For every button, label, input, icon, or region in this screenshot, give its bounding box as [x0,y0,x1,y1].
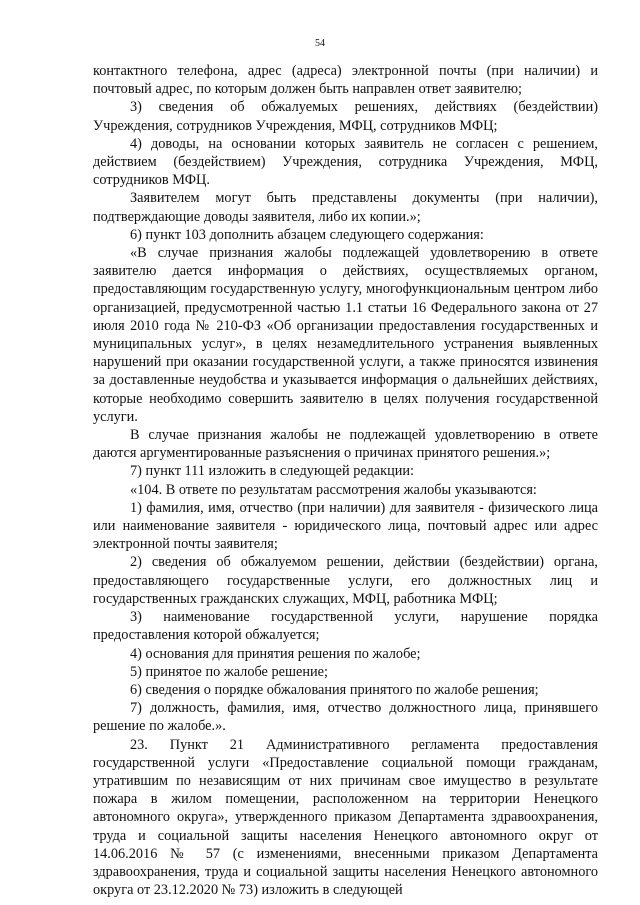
list-item-service-name: 3) наименование государственной услуги, нарушение порядка предоставления которой обжалуется; [93,609,598,644]
paragraph-complaint-rejected: В случае признания жалобы не подлежащей удовлетворению в ответе даются аргументированные разъяснения о причинах принятого решения.»; [93,427,598,462]
paragraph-item-23: 23. Пункт 21 Административного регламента предоставления государственной услуги «Предоставление социальной помощи гражданам, утратившим по независящим от них причинам свое имущество в результате пожара в жилом помещении, расположенном на территории Ненецкого автономного округа», утвержденного приказом Департамента здравоохранения, труда и социальной защиты населения Ненецкого автономного округ от 14.06.2016 № 57 (с изменениями, внесенными приказом Департамента здравоохранения, труда и социальной защиты населения Ненецкого автономного округа от 23.12.2020 № 73) изложить в следующей [93,736,598,899]
paragraph-item-3-complaint-subjects: 3) сведения об обжалуемых решениях, действиях (бездействии) Учреждения, сотрудников Учреждения, МФЦ, сотрудников МФЦ; [93,99,598,134]
paragraph-item-4-arguments: 4) доводы, на основании которых заявитель не согласен с решением, действием (бездействием) Учреждения, сотрудника Учреждения, МФЦ, сотрудников МФЦ. [93,135,598,189]
list-item-decision: 5) принятое по жалобе решение; [130,663,328,680]
document-body [93,62,598,899]
paragraph-supporting-documents: Заявителем могут быть представлены документы (при наличии), подтверждающие доводы заявителя, либо их копии.»; [93,190,598,225]
list-item-appeal-procedure: 6) сведения о порядке обжалования принятого по жалобе решения; [130,681,539,698]
list-item-applicant-name: 1) фамилия, имя, отчество (при наличии) для заявителя - физического лица или наименование заявителя - юридического лица, почтовый адрес или адрес электронной почты заявителя; [93,499,598,553]
list-item-appealed-decision: 2) сведения об обжалуемом решении, действии (бездействии) органа, предоставляющего государственные услуги, его должностных лиц и государственных гражданских служащих, МФЦ, работника МФЦ; [93,554,598,607]
paragraph-amendment-6: 6) пункт 103 дополнить абзацем следующего содержания: [130,226,484,243]
paragraph-continuation: контактного телефона, адрес (адреса) электронной почты (при наличии) и почтовый адрес, по которым должен быть направлен ответ заявителю; [93,63,598,98]
paragraph-complaint-satisfied: «В случае признания жалобы подлежащей удовлетворению в ответе заявителю дается информация о действиях, осуществляемых органом, предоставляющим государственную услугу, многофункциональным центром либо организацией, предусмотренной частью 1.1 статьи 16 Федерального закона от 27 июля 2010 года № 210-ФЗ «Об организации предоставления государственных и муниципальных услуг», в целях незамедлительного устранения выявленных нарушений при оказании государственной услуги, а также приносятся извинения за доставленные неудобства и указывается информация о дальнейших действиях, которые необходимо совершить заявителю в целях получения государственной услуги. [93,245,598,425]
page-number: 54 [315,38,325,49]
paragraph-clause-104: «104. В ответе по результатам рассмотрения жалобы указываются: [130,481,537,498]
list-item-official: 7) должность, фамилия, имя, отчество должностного лица, принявшего решение по жалобе.». [93,700,598,735]
list-item-decision-grounds: 4) основания для принятия решения по жалобе; [130,645,421,662]
paragraph-amendment-7: 7) пункт 111 изложить в следующей редакции: [130,463,415,480]
